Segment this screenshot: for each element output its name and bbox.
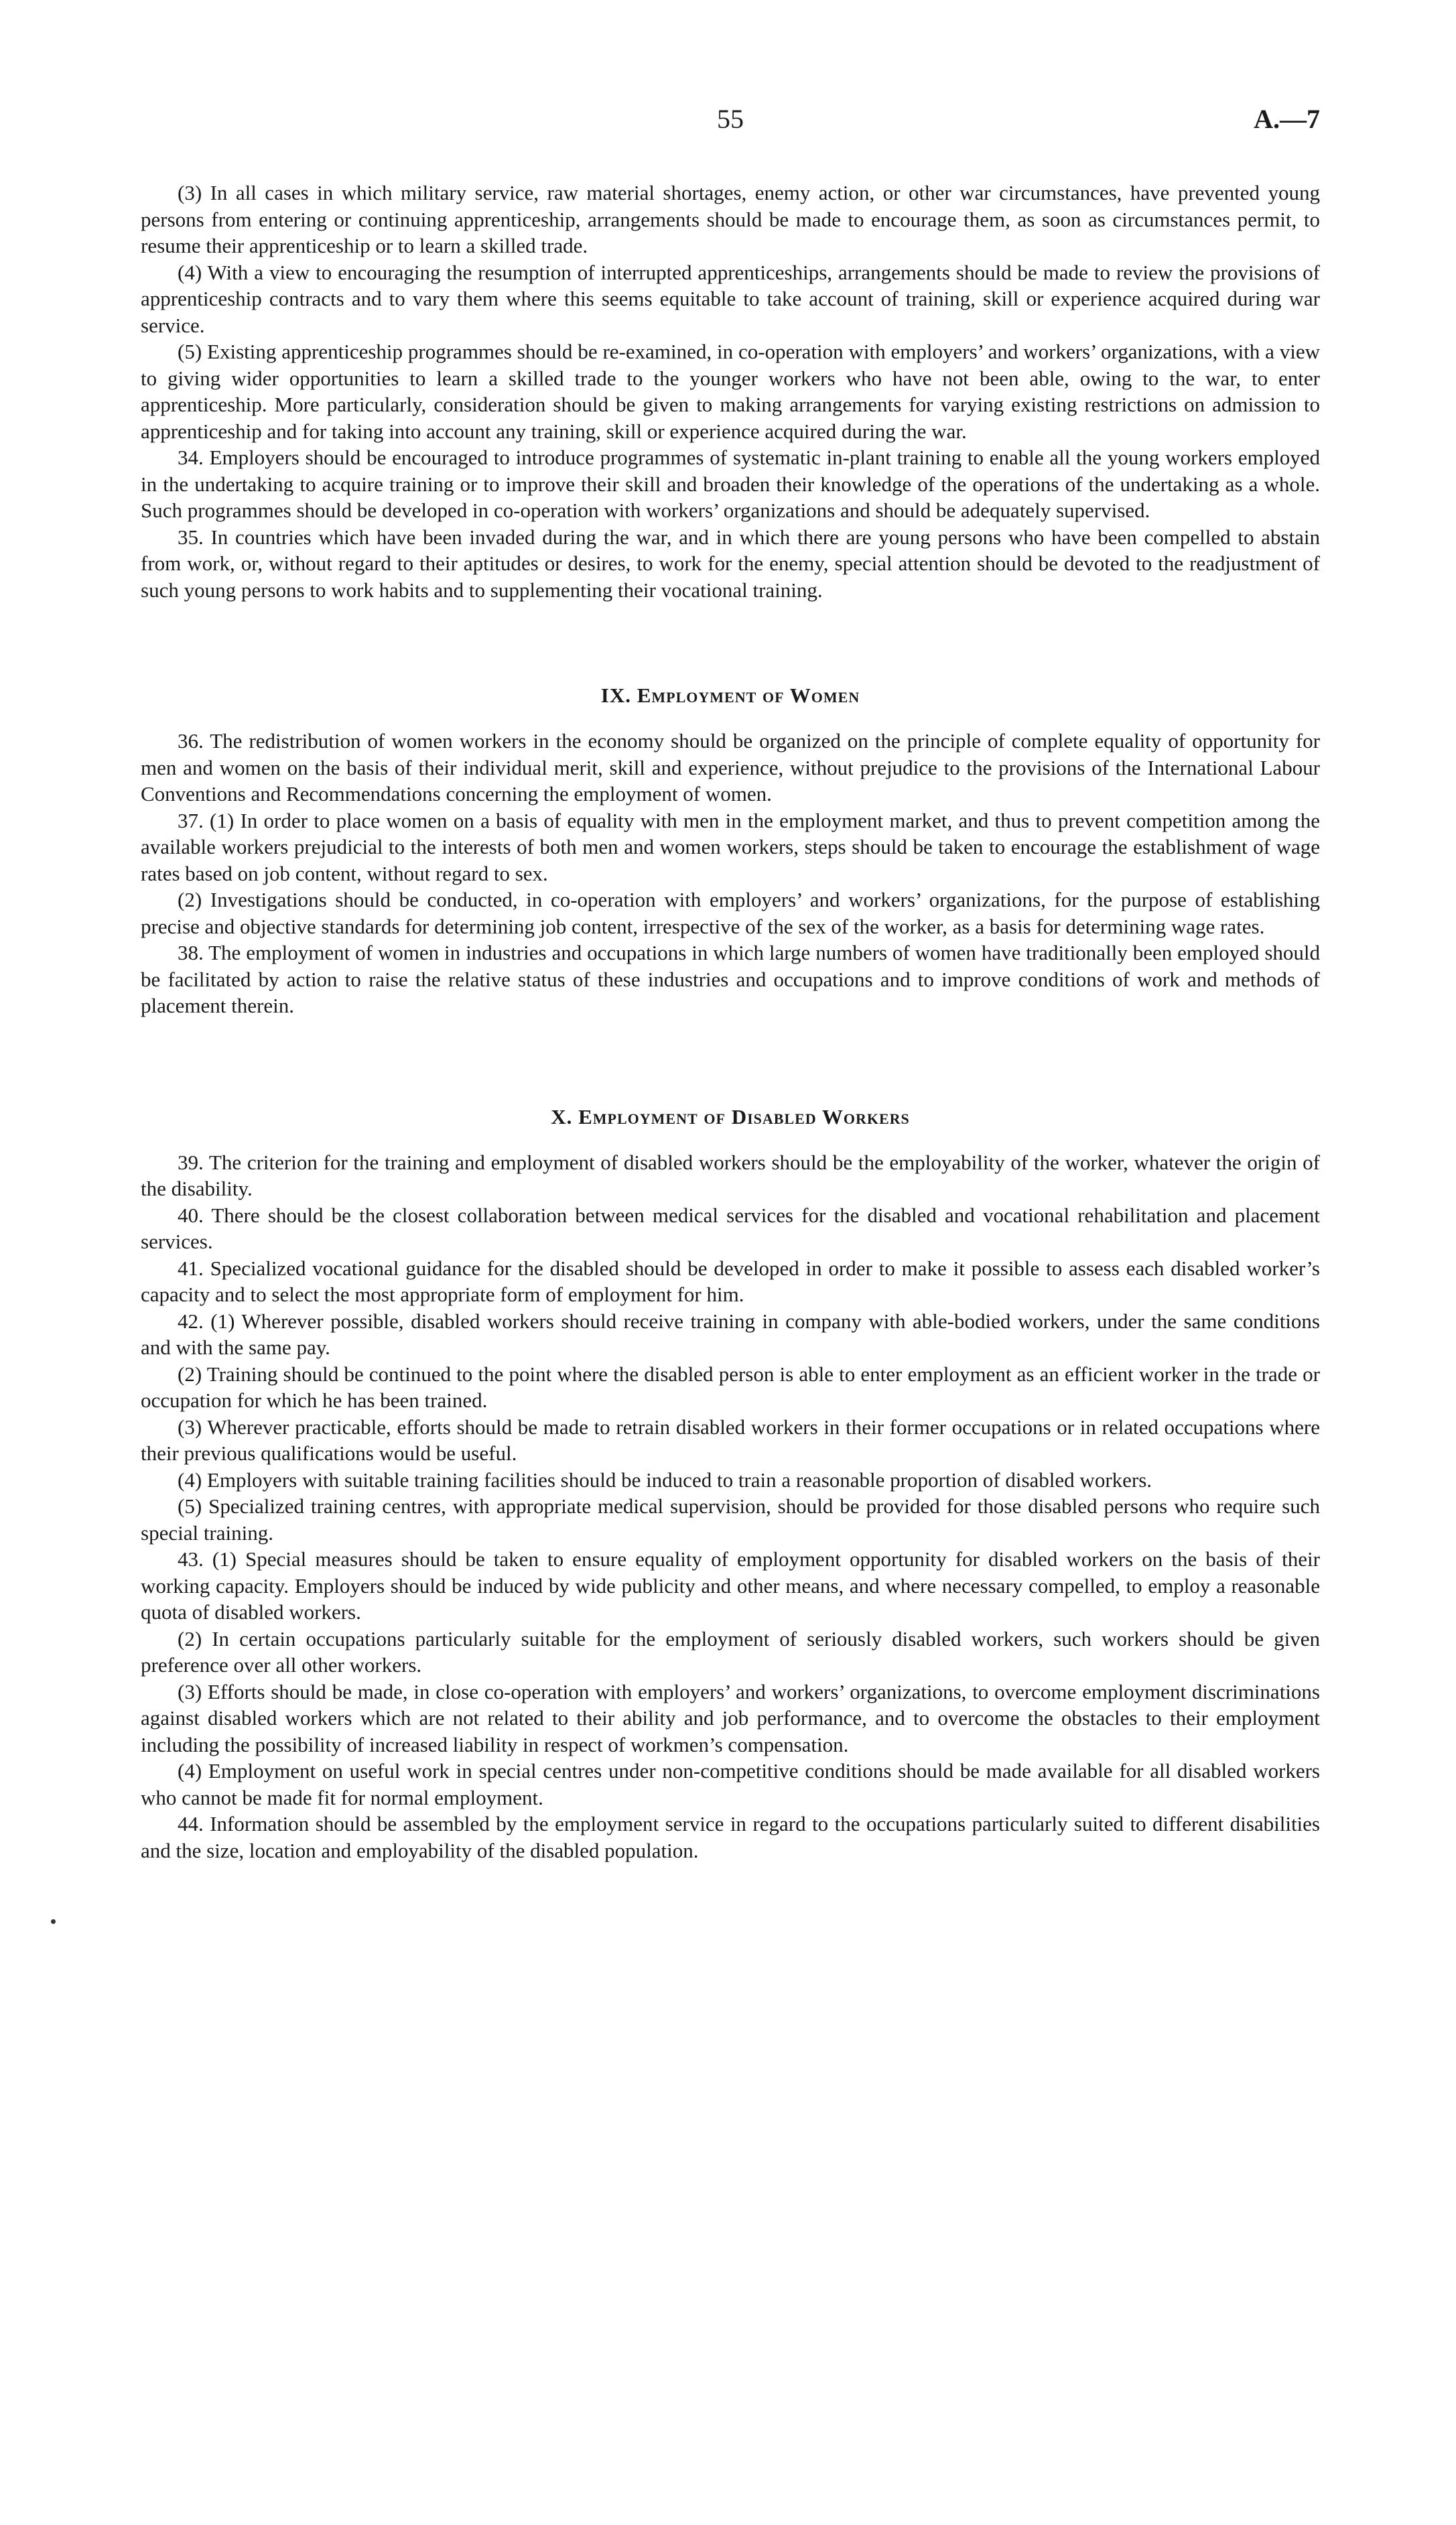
paragraph: 36. The redistribution of women workers in the economy should be organized on the principle of complete equality of opportunity for men and women on the basis of their individual merit, skill and experience, without prejudice to the provisions of the International Labour Conventions and Recommendations concerning the employment of women. (141, 729, 1320, 805)
paragraph: (4) Employment on useful work in special centres under non-competitive conditions should be made available for all disabled workers who cannot be made fit for normal employment. (141, 1759, 1320, 1809)
page-number: 55 (717, 104, 744, 134)
paragraph: (5) Existing apprenticeship programmes should be re-examined, in co-operation with employers’ and workers’ organizations, with a view to giving wider opportunities to learn a skilled trade to the younger workers who have not been able, owing to the war, to enter apprenticeship. More particularly, consideration should be given to making arrangements for varying existing restrictions on admission to apprenticeship and for taking into account any training, skill or experience acquired during the war. (141, 340, 1320, 443)
page-header (141, 101, 1320, 147)
section-employment-of-women (141, 728, 1320, 1019)
section-heading-employment-of-disabled-workers: X. Employment of Disabled Workers (551, 1104, 910, 1128)
section-employment-of-disabled-workers (141, 1149, 1320, 1864)
paragraph: (2) In certain occupations particularly suitable for the employment of seriously disabled workers, such workers should be given preference over all other workers. (141, 1626, 1320, 1677)
paragraph: (2) Investigations should be conducted, in co-operation with employers’ and workers’ organizations, for the purpose of establishing precise and objective standards for determining job content, irrespective of the sex of the worker, as a basis for determining wage rates. (141, 888, 1320, 938)
paragraph: (2) Training should be continued to the point where the disabled person is able to enter employment as an efficient worker in the trade or occupation for which he has been trained. (141, 1362, 1320, 1412)
paragraph: (3) In all cases in which military service, raw material shortages, enemy action, or other war circumstances, have prevented young persons from entering or continuing apprenticeship, arrangements should be made to encourage them, as soon as circumstances permit, to resume their apprenticeship or to learn a skilled trade. (141, 181, 1320, 257)
paragraph: (3) Wherever practicable, efforts should be made to retrain disabled workers in their former occupations or in related occupations where their previous qualifications would be useful. (141, 1415, 1320, 1465)
paragraph: 34. Employers should be encouraged to introduce programmes of systematic in-plant training to enable all the young workers employed in the undertaking to acquire training or to improve their skill and broaden their knowledge of the operations of the undertaking as a whole. Such programmes should be developed in co-operation with workers’ organizations and should be adequately supervised. (141, 446, 1320, 522)
document-page (141, 101, 1320, 2486)
paragraph: 35. In countries which have been invaded during the war, and in which there are young persons who have been compelled to abstain from work, or, without regard to their aptitudes or desires, to work for the enemy, special attention should be devoted to the readjustment of such young persons to work habits and to supplementing their vocational training. (141, 525, 1320, 602)
paragraph: 38. The employment of women in industries and occupations in which large numbers of women have traditionally been employed should be facilitated by action to raise the relative status of these industries and occupations and to improve conditions of work and methods of placement therein. (141, 941, 1320, 1017)
paragraph: 37. (1) In order to place women on a basis of equality with men in the employment market, and thus to prevent competition among the available workers prejudicial to the interests of both men and women workers, steps should be taken to encourage the establishment of wage rates based on job content, without regard to sex. (141, 808, 1320, 885)
margin-mark (51, 1919, 56, 1924)
paragraph: (3) Efforts should be made, in close co-operation with employers’ and workers’ organizations, to overcome employment discriminations against disabled workers which are not related to their ability and job performance, and to overcome the obstacles to their employment including the possibility of increased liability in respect of workmen’s compensation. (141, 1679, 1320, 1756)
paragraph: (5) Specialized training centres, with appropriate medical supervision, should be provided for those disabled persons who require such special training. (141, 1494, 1320, 1545)
continued-section-block (141, 180, 1320, 603)
paragraph: 39. The criterion for the training and employment of disabled workers should be the employability of the worker, whatever the origin of the disability. (141, 1150, 1320, 1200)
document-reference: A.—7 (1254, 104, 1320, 134)
paragraph: (4) Employers with suitable training facilities should be induced to train a reasonable proportion of disabled workers. (178, 1468, 1152, 1492)
paragraph: 40. There should be the closest collaboration between medical services for the disabled and vocational rehabilitation and placement services. (141, 1203, 1320, 1253)
paragraph: (4) With a view to encouraging the resumption of interrupted apprenticeships, arrangements should be made to review the provisions of apprenticeship contracts and to vary them where this seems equitable to take account of training, skill or experience acquired during war service. (141, 260, 1320, 337)
paragraph: 41. Specialized vocational guidance for the disabled should be developed in order to make it possible to assess each disabled worker’s capacity and to select the most appropriate form of employment for him. (141, 1256, 1320, 1306)
section-heading-employment-of-women: IX. Employment of Women (600, 684, 860, 707)
paragraph: 44. Information should be assembled by the employment service in regard to the occupations particularly suited to different disabilities and the size, location and employability of the disabled population. (141, 1812, 1320, 1862)
paragraph: 43. (1) Special measures should be taken to ensure equality of employment opportunity for disabled workers on the basis of their working capacity. Employers should be induced by wide publicity and other means, and where necessary compelled, to employ a reasonable quota of disabled workers. (141, 1547, 1320, 1624)
paragraph: 42. (1) Wherever possible, disabled workers should receive training in company with able-bodied workers, under the same conditions and with the same pay. (141, 1309, 1320, 1359)
